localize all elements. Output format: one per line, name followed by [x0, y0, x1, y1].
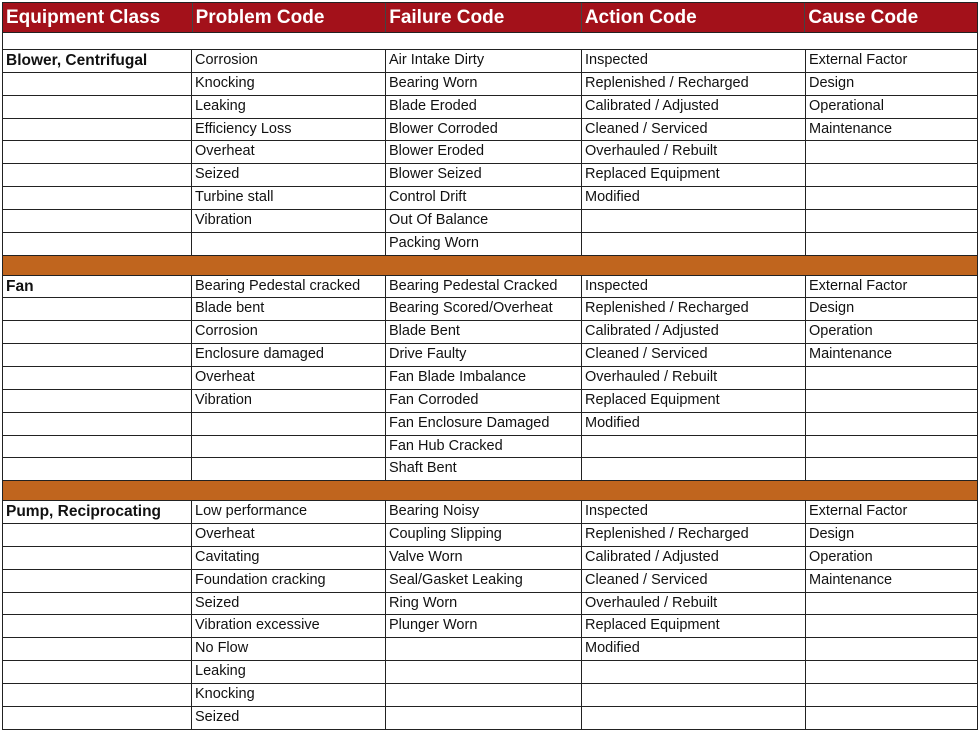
- cause-code-cell[interactable]: Maintenance: [805, 119, 978, 141]
- cause-code-cell[interactable]: Design: [805, 298, 978, 320]
- problem-code-cell[interactable]: [191, 413, 385, 435]
- action-code-cell[interactable]: [581, 233, 805, 255]
- failure-code-cell[interactable]: Bearing Noisy: [385, 501, 581, 523]
- equipment-class-cell[interactable]: [2, 390, 191, 412]
- action-code-cell[interactable]: Replaced Equipment: [581, 164, 805, 186]
- problem-code-cell[interactable]: Seized: [191, 593, 385, 615]
- equipment-class-cell[interactable]: [2, 187, 191, 209]
- action-code-cell[interactable]: [581, 210, 805, 232]
- cause-code-cell[interactable]: [805, 661, 978, 683]
- equipment-class-cell[interactable]: Fan: [2, 276, 191, 298]
- problem-code-cell[interactable]: Enclosure damaged: [191, 344, 385, 366]
- action-code-cell[interactable]: [581, 684, 805, 706]
- problem-code-cell[interactable]: Corrosion: [191, 321, 385, 343]
- failure-code-cell[interactable]: Fan Corroded: [385, 390, 581, 412]
- problem-code-cell[interactable]: Leaking: [191, 96, 385, 118]
- equipment-class-cell[interactable]: [2, 233, 191, 255]
- table-row: [2, 707, 978, 730]
- equipment-class-cell[interactable]: Pump, Reciprocating: [2, 501, 191, 523]
- cause-code-cell[interactable]: External Factor: [805, 276, 978, 298]
- action-code-cell[interactable]: Modified: [581, 413, 805, 435]
- action-code-cell[interactable]: Replaced Equipment: [581, 390, 805, 412]
- cause-code-cell[interactable]: [805, 141, 978, 163]
- equipment-class-cell[interactable]: [2, 547, 191, 569]
- action-code-cell[interactable]: Overhauled / Rebuilt: [581, 593, 805, 615]
- failure-code-cell[interactable]: Blade Bent: [385, 321, 581, 343]
- table-row: [2, 524, 978, 547]
- action-code-cell[interactable]: Inspected: [581, 50, 805, 72]
- problem-code-cell[interactable]: Vibration excessive: [191, 615, 385, 637]
- header-failure-code: Failure Code: [385, 3, 581, 32]
- failure-code-cell[interactable]: Packing Worn: [385, 233, 581, 255]
- problem-code-cell[interactable]: Knocking: [191, 684, 385, 706]
- failure-code-cell[interactable]: Drive Faulty: [385, 344, 581, 366]
- problem-code-cell[interactable]: Blade bent: [191, 298, 385, 320]
- failure-code-cell[interactable]: Fan Enclosure Damaged: [385, 413, 581, 435]
- action-code-cell[interactable]: Inspected: [581, 501, 805, 523]
- cause-code-cell[interactable]: [805, 210, 978, 232]
- action-code-cell[interactable]: Calibrated / Adjusted: [581, 96, 805, 118]
- equipment-class-cell[interactable]: [2, 141, 191, 163]
- table-row: [2, 547, 978, 570]
- table-row: [2, 413, 978, 436]
- equipment-class-cell[interactable]: [2, 367, 191, 389]
- problem-code-cell[interactable]: Overheat: [191, 367, 385, 389]
- failure-code-cell[interactable]: Blower Corroded: [385, 119, 581, 141]
- cause-code-cell[interactable]: External Factor: [805, 501, 978, 523]
- equipment-class-cell[interactable]: [2, 615, 191, 637]
- problem-code-cell[interactable]: Overheat: [191, 141, 385, 163]
- failure-code-cell[interactable]: Control Drift: [385, 187, 581, 209]
- cause-code-cell[interactable]: [805, 436, 978, 458]
- table-row: [2, 458, 978, 481]
- problem-code-cell[interactable]: [191, 233, 385, 255]
- equipment-class-cell[interactable]: [2, 684, 191, 706]
- problem-code-cell[interactable]: Overheat: [191, 524, 385, 546]
- problem-code-cell[interactable]: Foundation cracking: [191, 570, 385, 592]
- action-code-cell[interactable]: Replenished / Recharged: [581, 73, 805, 95]
- cause-code-cell[interactable]: External Factor: [805, 50, 978, 72]
- table-row: [2, 638, 978, 661]
- table-row: [2, 436, 978, 459]
- header-cause-code: Cause Code: [804, 3, 977, 32]
- group-separator: [2, 256, 978, 276]
- problem-code-cell[interactable]: Bearing Pedestal cracked: [191, 276, 385, 298]
- failure-code-cell[interactable]: Out Of Balance: [385, 210, 581, 232]
- equipment-class-cell[interactable]: [2, 344, 191, 366]
- table-row: [2, 298, 978, 321]
- failure-code-cell[interactable]: [385, 684, 581, 706]
- failure-code-cell[interactable]: Shaft Bent: [385, 458, 581, 480]
- equipment-class-cell[interactable]: [2, 73, 191, 95]
- table-row: [2, 593, 978, 616]
- table-body: [2, 50, 978, 730]
- table-row: [2, 367, 978, 390]
- failure-code-cell[interactable]: Bearing Scored/Overheat: [385, 298, 581, 320]
- equipment-class-cell[interactable]: [2, 593, 191, 615]
- cause-code-cell[interactable]: [805, 458, 978, 480]
- action-code-cell[interactable]: Replenished / Recharged: [581, 298, 805, 320]
- failure-code-cell[interactable]: Bearing Pedestal Cracked: [385, 276, 581, 298]
- problem-code-cell[interactable]: No Flow: [191, 638, 385, 660]
- failure-code-cell[interactable]: Valve Worn: [385, 547, 581, 569]
- table-row: [2, 570, 978, 593]
- spacer-row: [2, 33, 978, 50]
- table-row: [2, 344, 978, 367]
- cause-code-cell[interactable]: Maintenance: [805, 344, 978, 366]
- action-code-cell[interactable]: Calibrated / Adjusted: [581, 321, 805, 343]
- action-code-cell[interactable]: Inspected: [581, 276, 805, 298]
- cause-code-cell[interactable]: [805, 638, 978, 660]
- problem-code-cell[interactable]: Corrosion: [191, 50, 385, 72]
- problem-code-cell[interactable]: [191, 436, 385, 458]
- action-code-cell[interactable]: Cleaned / Serviced: [581, 344, 805, 366]
- table-row: [2, 233, 978, 256]
- problem-code-cell[interactable]: Leaking: [191, 661, 385, 683]
- table-row: [2, 187, 978, 210]
- cause-code-cell[interactable]: [805, 707, 978, 729]
- problem-code-cell[interactable]: Knocking: [191, 73, 385, 95]
- equipment-class-cell[interactable]: [2, 638, 191, 660]
- cause-code-cell[interactable]: Design: [805, 524, 978, 546]
- cause-code-cell[interactable]: Operation: [805, 321, 978, 343]
- equipment-class-cell[interactable]: [2, 413, 191, 435]
- equipment-class-cell[interactable]: [2, 661, 191, 683]
- cause-code-cell[interactable]: [805, 684, 978, 706]
- cause-code-cell[interactable]: Operational: [805, 96, 978, 118]
- failure-code-cell[interactable]: [385, 638, 581, 660]
- equipment-class-cell[interactable]: Blower, Centrifugal: [2, 50, 191, 72]
- table-row: [2, 210, 978, 233]
- header-action-code: Action Code: [581, 3, 805, 32]
- equipment-class-cell[interactable]: [2, 524, 191, 546]
- problem-code-cell[interactable]: [191, 458, 385, 480]
- problem-code-cell[interactable]: Cavitating: [191, 547, 385, 569]
- problem-code-cell[interactable]: Vibration: [191, 210, 385, 232]
- equipment-class-cell[interactable]: [2, 321, 191, 343]
- failure-code-cell[interactable]: Coupling Slipping: [385, 524, 581, 546]
- failure-code-cell[interactable]: Fan Blade Imbalance: [385, 367, 581, 389]
- group-separator: [2, 481, 978, 501]
- action-code-cell[interactable]: [581, 707, 805, 729]
- header-equipment-class: Equipment Class: [6, 7, 161, 28]
- failure-code-cell[interactable]: Air Intake Dirty: [385, 50, 581, 72]
- cause-code-cell[interactable]: [805, 164, 978, 186]
- table-row: [2, 164, 978, 187]
- problem-code-cell[interactable]: Low performance: [191, 501, 385, 523]
- header-row: [2, 2, 978, 33]
- failure-code-cell[interactable]: Ring Worn: [385, 593, 581, 615]
- equipment-class-cell[interactable]: [2, 298, 191, 320]
- equipment-class-cell[interactable]: [2, 707, 191, 729]
- failure-code-cell[interactable]: Blower Eroded: [385, 141, 581, 163]
- failure-code-cell[interactable]: Plunger Worn: [385, 615, 581, 637]
- failure-code-cell[interactable]: Bearing Worn: [385, 73, 581, 95]
- table-row: [2, 684, 978, 707]
- action-code-cell[interactable]: Cleaned / Serviced: [581, 119, 805, 141]
- table-row: [2, 119, 978, 142]
- table-row: [2, 661, 978, 684]
- cause-code-cell[interactable]: [805, 233, 978, 255]
- equipment-class-cell[interactable]: [2, 570, 191, 592]
- action-code-cell[interactable]: Replenished / Recharged: [581, 524, 805, 546]
- equipment-class-cell[interactable]: [2, 96, 191, 118]
- table-row: [2, 50, 978, 73]
- table-row: [2, 390, 978, 413]
- problem-code-cell[interactable]: Efficiency Loss: [191, 119, 385, 141]
- table-row: [2, 96, 978, 119]
- table-row: [2, 615, 978, 638]
- action-code-cell[interactable]: Cleaned / Serviced: [581, 570, 805, 592]
- cause-code-cell[interactable]: Design: [805, 73, 978, 95]
- cause-code-cell[interactable]: [805, 413, 978, 435]
- failure-code-cell[interactable]: [385, 707, 581, 729]
- action-code-cell[interactable]: Modified: [581, 187, 805, 209]
- cause-code-cell[interactable]: Operation: [805, 547, 978, 569]
- cause-code-cell[interactable]: [805, 615, 978, 637]
- failure-code-cell[interactable]: [385, 661, 581, 683]
- action-code-cell[interactable]: Overhauled / Rebuilt: [581, 367, 805, 389]
- failure-code-cell[interactable]: Fan Hub Cracked: [385, 436, 581, 458]
- action-code-cell[interactable]: Calibrated / Adjusted: [581, 547, 805, 569]
- table-row: [2, 141, 978, 164]
- failure-code-table: [2, 2, 978, 730]
- cause-code-cell[interactable]: [805, 593, 978, 615]
- problem-code-cell[interactable]: Vibration: [191, 390, 385, 412]
- cause-code-cell[interactable]: [805, 187, 978, 209]
- action-code-cell[interactable]: [581, 661, 805, 683]
- table-row: [2, 501, 978, 524]
- failure-code-cell[interactable]: Seal/Gasket Leaking: [385, 570, 581, 592]
- equipment-class-cell[interactable]: [2, 164, 191, 186]
- table-row: [2, 276, 978, 299]
- header-problem-code: Problem Code: [192, 3, 386, 32]
- action-code-cell[interactable]: Replaced Equipment: [581, 615, 805, 637]
- problem-code-cell[interactable]: Seized: [191, 164, 385, 186]
- failure-code-cell[interactable]: Blower Seized: [385, 164, 581, 186]
- equipment-class-cell[interactable]: [2, 119, 191, 141]
- table-row: [2, 321, 978, 344]
- cause-code-cell[interactable]: [805, 367, 978, 389]
- action-code-cell[interactable]: [581, 436, 805, 458]
- equipment-class-cell[interactable]: [2, 458, 191, 480]
- table-row: [2, 73, 978, 96]
- cause-code-cell[interactable]: [805, 390, 978, 412]
- action-code-cell[interactable]: Overhauled / Rebuilt: [581, 141, 805, 163]
- problem-code-cell[interactable]: Seized: [191, 707, 385, 729]
- equipment-class-cell[interactable]: [2, 210, 191, 232]
- problem-code-cell[interactable]: Turbine stall: [191, 187, 385, 209]
- cause-code-cell[interactable]: Maintenance: [805, 570, 978, 592]
- action-code-cell[interactable]: Modified: [581, 638, 805, 660]
- action-code-cell[interactable]: [581, 458, 805, 480]
- equipment-class-cell[interactable]: [2, 436, 191, 458]
- failure-code-cell[interactable]: Blade Eroded: [385, 96, 581, 118]
